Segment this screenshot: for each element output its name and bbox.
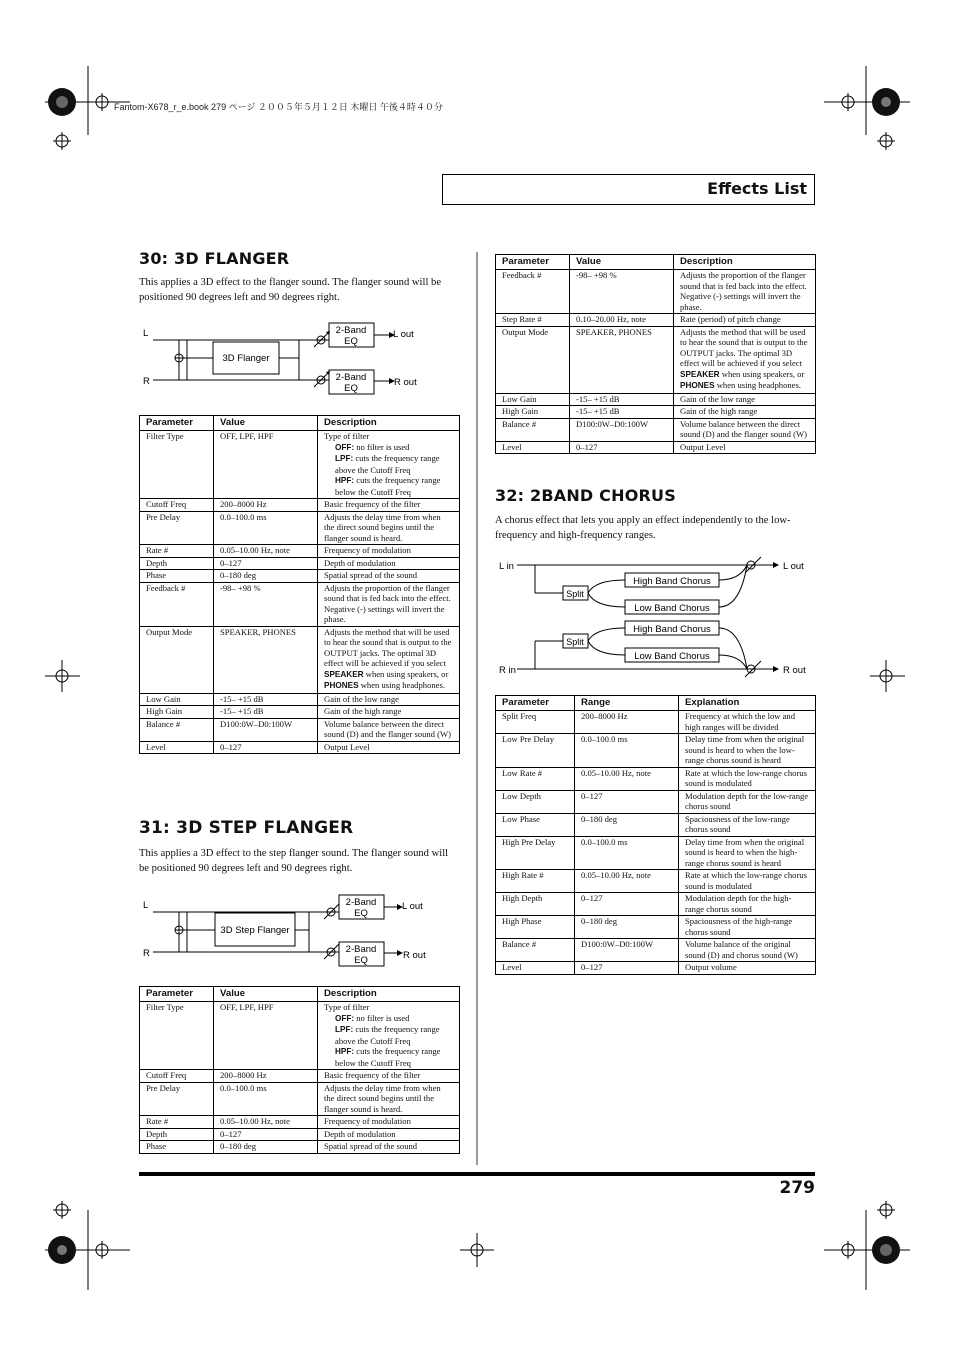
table-cell: -15– +15 dB bbox=[214, 706, 318, 719]
table-cell: 0.05–10.00 Hz, note bbox=[214, 545, 318, 558]
table-row bbox=[140, 582, 460, 626]
table-cell: OFF, LPF, HPF bbox=[214, 1002, 318, 1070]
table-cell: Step Rate # bbox=[496, 314, 570, 327]
table-cell: OFF, LPF, HPF bbox=[214, 431, 318, 499]
table-row bbox=[140, 557, 460, 570]
diagram-2band-chorus bbox=[495, 555, 815, 680]
table-row bbox=[140, 693, 460, 706]
table-cell: High Depth bbox=[496, 893, 575, 916]
table-cell: 200–8000 Hz bbox=[214, 1070, 318, 1083]
table-cell: Pre Delay bbox=[140, 511, 214, 545]
label-lout: L out bbox=[393, 329, 414, 340]
table-cell: 0.05–10.00 Hz, note bbox=[214, 1116, 318, 1129]
label-rout: R out bbox=[394, 377, 417, 388]
diagram-3d-step-flanger bbox=[139, 890, 449, 972]
split-label-2: Split bbox=[566, 637, 584, 647]
column-header: Value bbox=[570, 255, 674, 270]
table-cell: High Rate # bbox=[496, 870, 575, 893]
table-row bbox=[140, 1141, 460, 1154]
table-cell: Adjusts the proportion of the flanger sound that is fed back into the effect. Negative (-) settings will invert the phase. bbox=[674, 270, 816, 314]
params-3d-flanger bbox=[139, 415, 460, 754]
table-row bbox=[496, 916, 816, 939]
table-cell: 200–8000 Hz bbox=[575, 711, 679, 734]
table-cell: Spatial spread of the sound bbox=[318, 570, 460, 583]
table-row bbox=[140, 570, 460, 583]
table-cell: Volume balance between the direct sound (D) and the flanger sound (W) bbox=[318, 718, 460, 741]
table-cell: -98– +98 % bbox=[214, 582, 318, 626]
table-cell: D100:0W–D0:100W bbox=[214, 718, 318, 741]
label-r: R bbox=[143, 376, 150, 387]
table-cell: Output Level bbox=[318, 741, 460, 754]
table-cell: Output Level bbox=[674, 441, 816, 454]
table-cell: Type of filter OFF: no filter is used LPF: cuts the frequency range above the Cutoff Freq HPF: cuts the frequency range below the Cutoff Freq bbox=[318, 431, 460, 499]
table-cell: Modulation depth for the low-range chorus sound bbox=[679, 790, 816, 813]
table-cell: Filter Type bbox=[140, 431, 214, 499]
table-row bbox=[496, 813, 816, 836]
label-rin: R in bbox=[499, 665, 516, 676]
eq-l-label-2: EQ bbox=[354, 908, 368, 919]
fx-block-label: 3D Step Flanger bbox=[220, 925, 290, 936]
table-cell: Type of filter OFF: no filter is used LPF: cuts the frequency range above the Cutoff Freq HPF: cuts the frequency range below the Cutoff Freq bbox=[318, 1002, 460, 1070]
table-row bbox=[496, 326, 816, 393]
fx-block-label: 3D Flanger bbox=[222, 353, 270, 364]
table-cell: Delay time from when the original sound is heard to when the low-range chorus sound is heard bbox=[679, 734, 816, 768]
section-title: Effects List bbox=[707, 179, 807, 198]
table-cell: Balance # bbox=[140, 718, 214, 741]
column-header: Description bbox=[318, 416, 460, 431]
eq-l-label-2: EQ bbox=[344, 336, 358, 347]
table-cell: High Gain bbox=[496, 406, 570, 419]
table-cell: 0–127 bbox=[575, 790, 679, 813]
table-row bbox=[496, 836, 816, 870]
column-header: Parameter bbox=[496, 255, 570, 270]
table-cell: Delay time from when the original sound is heard to when the high-range chorus sound is heard bbox=[679, 836, 816, 870]
column-header: Value bbox=[214, 416, 318, 431]
column-header: Parameter bbox=[496, 696, 575, 711]
table-cell: 0.05–10.00 Hz, note bbox=[575, 870, 679, 893]
table-cell: Depth bbox=[140, 1128, 214, 1141]
table-row bbox=[496, 790, 816, 813]
table-cell: Frequency at which the low and high ranges will be divided bbox=[679, 711, 816, 734]
label-lin: L in bbox=[499, 561, 514, 572]
table-cell: 0–127 bbox=[575, 893, 679, 916]
table-row bbox=[140, 706, 460, 719]
table-cell: 200–8000 Hz bbox=[214, 499, 318, 512]
eq-r-label-2: EQ bbox=[354, 955, 368, 966]
column-header: Range bbox=[575, 696, 679, 711]
table-row bbox=[496, 406, 816, 419]
table-cell: Rate at which the low-range chorus sound is modulated bbox=[679, 767, 816, 790]
table-row bbox=[140, 1082, 460, 1116]
column-header: Explanation bbox=[679, 696, 816, 711]
table-cell: Gain of the low range bbox=[318, 693, 460, 706]
table-cell: Phase bbox=[140, 1141, 214, 1154]
label-l: L bbox=[143, 328, 149, 339]
table-cell: 0–127 bbox=[570, 441, 674, 454]
table-row bbox=[496, 441, 816, 454]
table-cell: D100:0W–D0:100W bbox=[575, 939, 679, 962]
params-3d-step-flanger-a bbox=[139, 986, 460, 1154]
table-cell: Frequency of modulation bbox=[318, 545, 460, 558]
table-cell: 0–180 deg bbox=[214, 570, 318, 583]
label-r: R bbox=[143, 948, 150, 959]
diagram-3d-flanger bbox=[139, 318, 439, 400]
table-cell: Spaciousness of the high-range chorus sound bbox=[679, 916, 816, 939]
table-cell: Adjusts the method that will be used to hear the sound that is output to the OUTPUT jacks. The optimal 3D effect will be achieved if you select SPEAKER when using speakers, or PHONES when using headphones. bbox=[674, 326, 816, 393]
table-cell: Depth bbox=[140, 557, 214, 570]
table-row bbox=[140, 626, 460, 693]
table-row bbox=[496, 767, 816, 790]
table-cell: 0–180 deg bbox=[575, 916, 679, 939]
table-row bbox=[140, 511, 460, 545]
table-cell: -15– +15 dB bbox=[570, 406, 674, 419]
high-chorus-label-2: High Band Chorus bbox=[633, 624, 711, 635]
table-cell: -15– +15 dB bbox=[570, 393, 674, 406]
table-cell: Level bbox=[496, 962, 575, 975]
eq-l-label-1: 2-Band bbox=[345, 897, 377, 908]
table-cell: Low Depth bbox=[496, 790, 575, 813]
table-cell: Volume balance of the original sound (D) and chorus sound (W) bbox=[679, 939, 816, 962]
table-cell: Feedback # bbox=[496, 270, 570, 314]
label-lout: L out bbox=[783, 561, 804, 572]
table-row bbox=[496, 962, 816, 975]
params-3d-step-flanger-b bbox=[495, 254, 816, 454]
heading-3d-step-flanger: 31: 3D STEP FLANGER bbox=[139, 818, 354, 838]
table-row bbox=[496, 870, 816, 893]
high-chorus-label-1: High Band Chorus bbox=[633, 576, 711, 587]
table-cell: Gain of the high range bbox=[318, 706, 460, 719]
table-cell: 0.05–10.00 Hz, note bbox=[575, 767, 679, 790]
table-cell: -98– +98 % bbox=[570, 270, 674, 314]
table-cell: D100:0W–D0:100W bbox=[570, 418, 674, 441]
page-number: 279 bbox=[779, 1178, 815, 1198]
intro-3d-step-flanger: This applies a 3D effect to the step flanger sound. The flanger sound will be positioned 90 degrees left and 90 degrees right. bbox=[139, 848, 449, 874]
split-label-1: Split bbox=[566, 589, 584, 599]
intro-3d-flanger: This applies a 3D effect to the flanger sound. The flanger sound will be positioned 90 degrees left and 90 degrees right. bbox=[139, 277, 442, 303]
table-cell: Output volume bbox=[679, 962, 816, 975]
eq-r-label-2: EQ bbox=[344, 383, 358, 394]
column-header: Description bbox=[318, 987, 460, 1002]
table-row bbox=[496, 939, 816, 962]
table-cell: Low Pre Delay bbox=[496, 734, 575, 768]
section-title-box bbox=[442, 174, 815, 205]
table-cell: Output Mode bbox=[496, 326, 570, 393]
table-cell: Feedback # bbox=[140, 582, 214, 626]
table-cell: 0.0–100.0 ms bbox=[575, 836, 679, 870]
low-chorus-label-2: Low Band Chorus bbox=[634, 651, 710, 662]
table-cell: Low Gain bbox=[496, 393, 570, 406]
table-cell: Filter Type bbox=[140, 1002, 214, 1070]
table-cell: Rate (period) of pitch change bbox=[674, 314, 816, 327]
table-row bbox=[496, 314, 816, 327]
table-cell: Low Phase bbox=[496, 813, 575, 836]
table-cell: Low Gain bbox=[140, 693, 214, 706]
table-cell: Adjusts the proportion of the flanger sound that is fed back into the effect. Negative (-) settings will invert the phase. bbox=[318, 582, 460, 626]
table-cell: 0–127 bbox=[214, 1128, 318, 1141]
table-cell: 0.0–100.0 ms bbox=[575, 734, 679, 768]
table-row bbox=[140, 1070, 460, 1083]
table-cell: Depth of modulation bbox=[318, 1128, 460, 1141]
table-cell: Gain of the low range bbox=[674, 393, 816, 406]
label-rout: R out bbox=[403, 950, 426, 961]
column-header: Description bbox=[674, 255, 816, 270]
table-row bbox=[140, 499, 460, 512]
table-cell: Frequency of modulation bbox=[318, 1116, 460, 1129]
table-row bbox=[496, 893, 816, 916]
table-row bbox=[496, 393, 816, 406]
table-row bbox=[496, 418, 816, 441]
label-l: L bbox=[143, 900, 149, 911]
table-cell: Basic frequency of the filter bbox=[318, 499, 460, 512]
table-cell: Balance # bbox=[496, 939, 575, 962]
column-header: Parameter bbox=[140, 987, 214, 1002]
table-cell: Adjusts the method that will be used to hear the sound that is output to the OUTPUT jacks. The optimal 3D effect will be achieved if you select SPEAKER when using speakers, or PHONES when using headphones. bbox=[318, 626, 460, 693]
table-cell: Rate at which the low-range chorus sound is modulated bbox=[679, 870, 816, 893]
table-cell: 0.0–100.0 ms bbox=[214, 1082, 318, 1116]
label-rout: R out bbox=[783, 665, 806, 676]
table-cell: Pre Delay bbox=[140, 1082, 214, 1116]
table-row bbox=[496, 734, 816, 768]
table-cell: Adjusts the delay time from when the direct sound begins until the flanger sound is heard. bbox=[318, 511, 460, 545]
table-cell: Balance # bbox=[496, 418, 570, 441]
table-row bbox=[140, 718, 460, 741]
table-cell: Basic frequency of the filter bbox=[318, 1070, 460, 1083]
table-cell: 0–127 bbox=[214, 557, 318, 570]
table-cell: High Phase bbox=[496, 916, 575, 939]
params-2band-chorus bbox=[495, 695, 816, 975]
table-cell: Adjusts the delay time from when the direct sound begins until the flanger sound is heard. bbox=[318, 1082, 460, 1116]
table-cell: High Gain bbox=[140, 706, 214, 719]
table-cell: Volume balance between the direct sound (D) and the flanger sound (W) bbox=[674, 418, 816, 441]
table-cell: Split Freq bbox=[496, 711, 575, 734]
table-cell: Rate # bbox=[140, 545, 214, 558]
table-cell: Gain of the high range bbox=[674, 406, 816, 419]
eq-l-label-1: 2-Band bbox=[335, 325, 367, 336]
table-cell: Output Mode bbox=[140, 626, 214, 693]
table-cell: 0–180 deg bbox=[214, 1141, 318, 1154]
table-cell: Spatial spread of the sound bbox=[318, 1141, 460, 1154]
table-cell: Spaciousness of the low-range chorus sound bbox=[679, 813, 816, 836]
label-lout: L out bbox=[402, 901, 423, 912]
table-cell: Level bbox=[496, 441, 570, 454]
table-cell: 0.0–100.0 ms bbox=[214, 511, 318, 545]
table-cell: Modulation depth for the high-range chorus sound bbox=[679, 893, 816, 916]
table-cell: Depth of modulation bbox=[318, 557, 460, 570]
table-cell: Level bbox=[140, 741, 214, 754]
eq-r-label-1: 2-Band bbox=[345, 944, 377, 955]
table-cell: Rate # bbox=[140, 1116, 214, 1129]
table-cell: 0.10–20.00 Hz, note bbox=[570, 314, 674, 327]
column-header: Value bbox=[214, 987, 318, 1002]
heading-3d-flanger: 30: 3D FLANGER bbox=[139, 249, 290, 268]
table-cell: -15– +15 dB bbox=[214, 693, 318, 706]
table-cell: High Pre Delay bbox=[496, 836, 575, 870]
table-row bbox=[496, 711, 816, 734]
column-header: Parameter bbox=[140, 416, 214, 431]
table-row bbox=[140, 431, 460, 499]
table-row bbox=[140, 1128, 460, 1141]
table-cell: Phase bbox=[140, 570, 214, 583]
low-chorus-label-1: Low Band Chorus bbox=[634, 603, 710, 614]
table-row bbox=[140, 1116, 460, 1129]
table-row bbox=[496, 270, 816, 314]
file-info: Fantom-X678_r_e.book 279 ページ ２００５年５月１２日 木曜日 午後４時４０分 bbox=[114, 102, 443, 112]
intro-2band-chorus: A chorus effect that lets you apply an effect independently to the low-frequency and high-frequency ranges. bbox=[495, 515, 791, 541]
table-cell: 0–127 bbox=[214, 741, 318, 754]
table-cell: Cutoff Freq bbox=[140, 499, 214, 512]
table-row bbox=[140, 545, 460, 558]
table-cell: Low Rate # bbox=[496, 767, 575, 790]
table-cell: 0–127 bbox=[575, 962, 679, 975]
table-row bbox=[140, 1002, 460, 1070]
heading-2band-chorus: 32: 2BAND CHORUS bbox=[495, 486, 676, 505]
table-cell: SPEAKER, PHONES bbox=[214, 626, 318, 693]
table-cell: Cutoff Freq bbox=[140, 1070, 214, 1083]
table-cell: 0–180 deg bbox=[575, 813, 679, 836]
eq-r-label-1: 2-Band bbox=[335, 372, 367, 383]
table-cell: SPEAKER, PHONES bbox=[570, 326, 674, 393]
table-row bbox=[140, 741, 460, 754]
